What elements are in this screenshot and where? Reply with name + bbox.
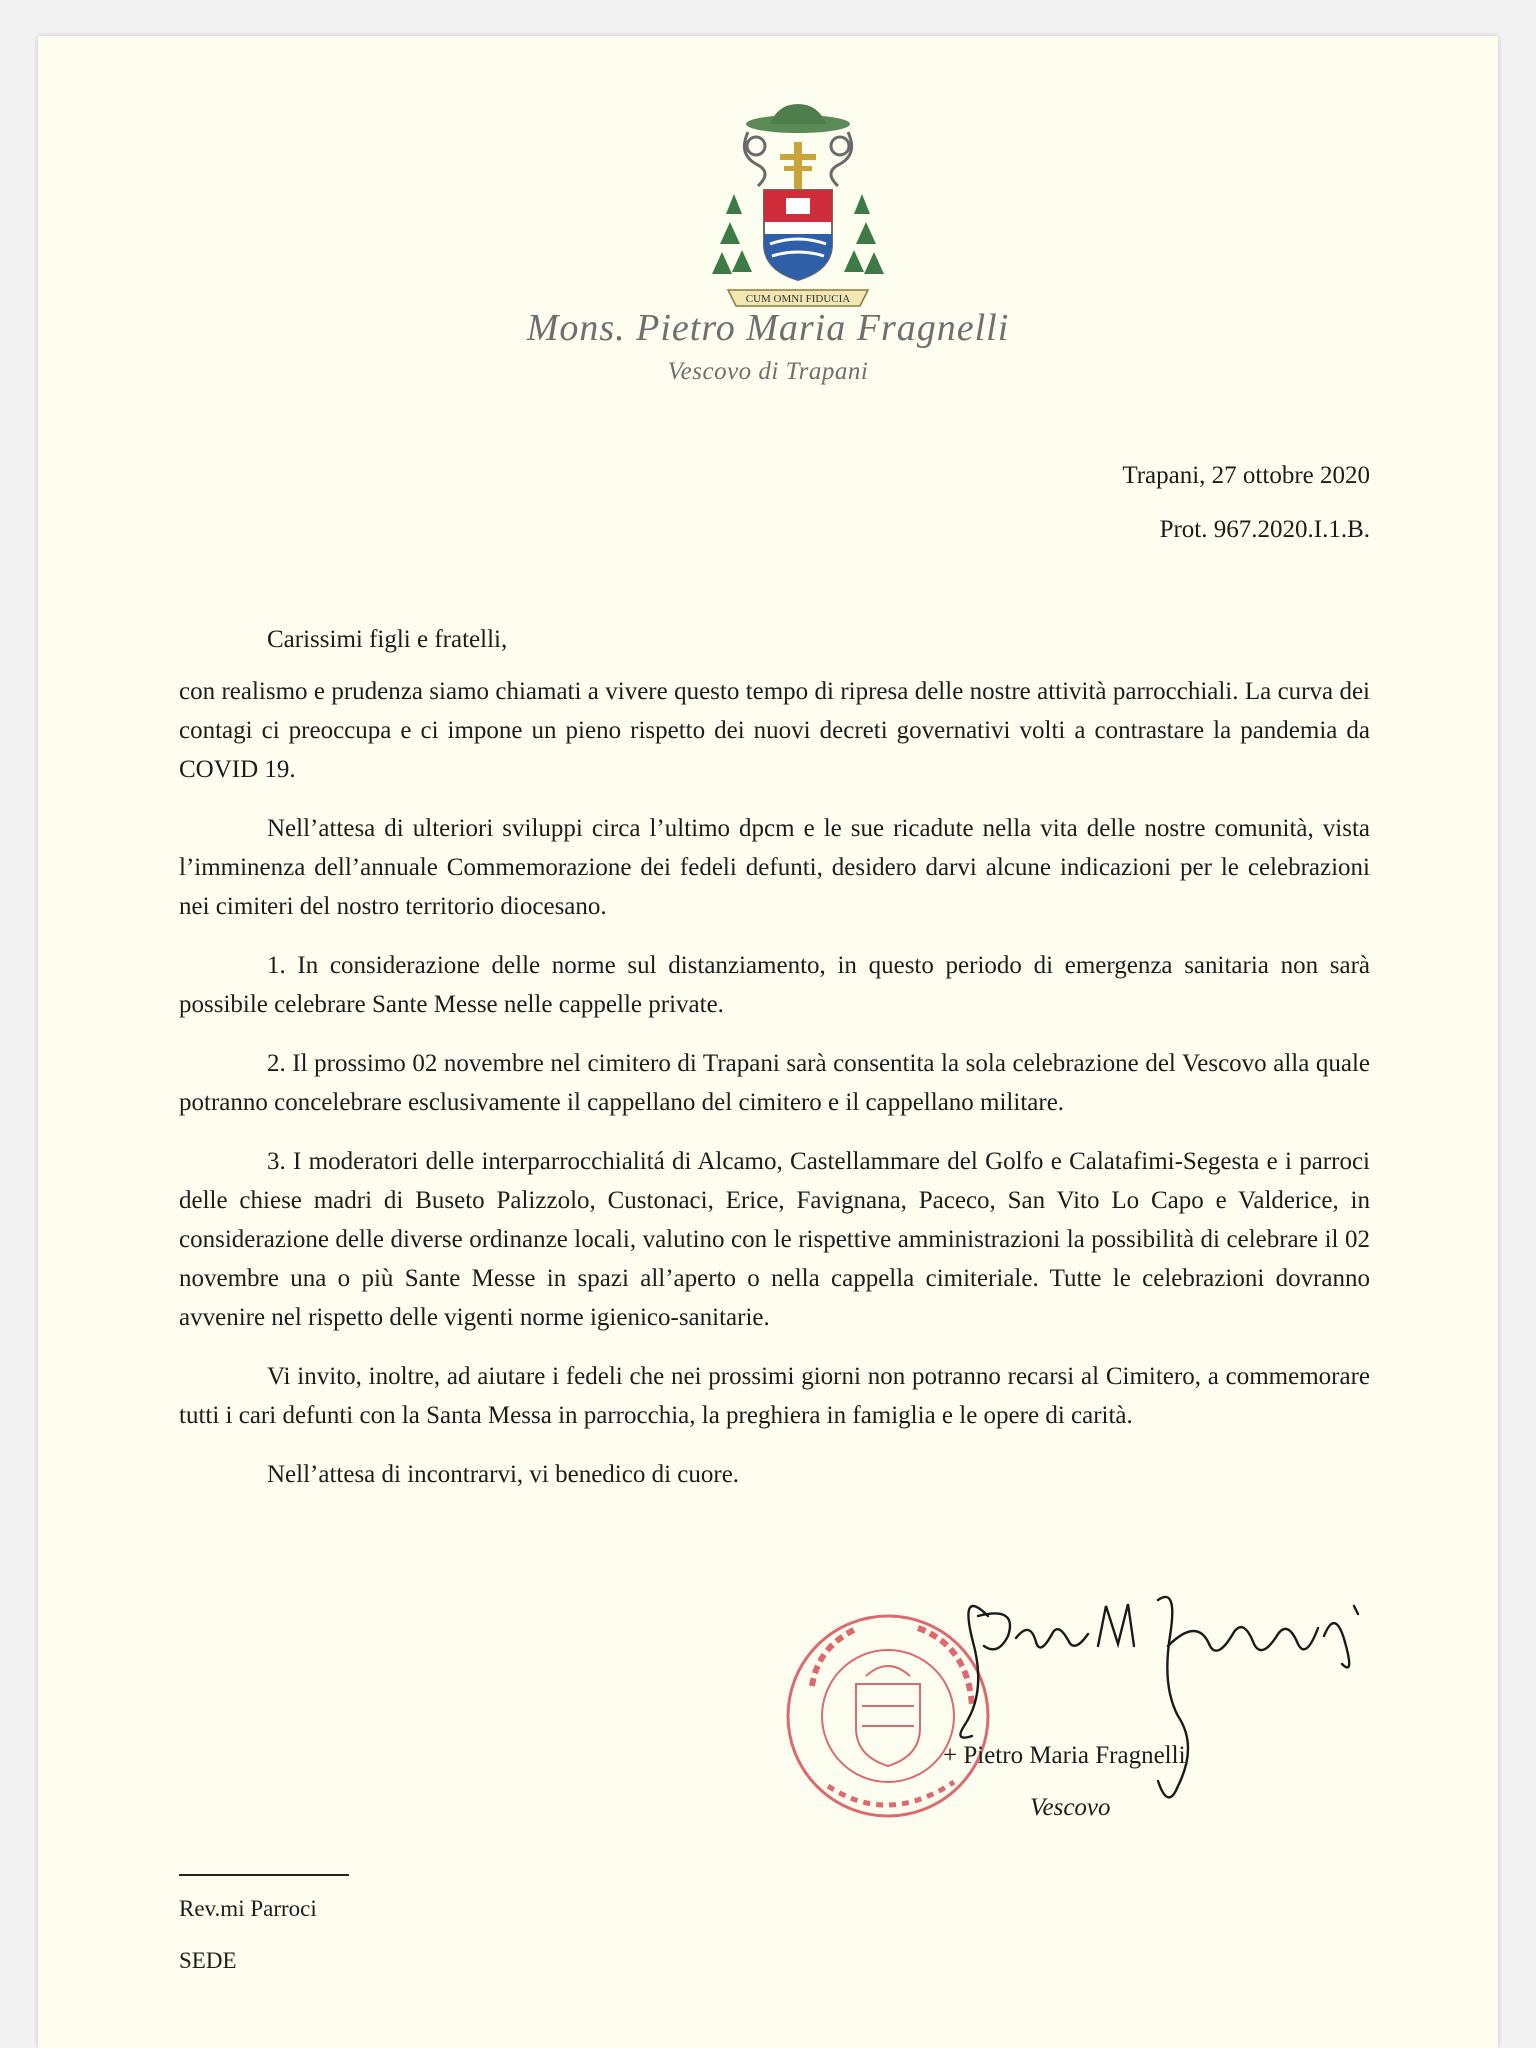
bishop-title-letterhead: Vescovo di Trapani xyxy=(667,358,869,385)
signer-role: Vescovo xyxy=(1030,1794,1111,1821)
signer-name: + Pietro Maria Fragnelli xyxy=(943,1742,1186,1769)
letter-date: Trapani, 27 ottobre 2020 xyxy=(1122,462,1370,489)
body-paragraph: Vi invito, inoltre, ad aiutare i fedeli che nei prossimi giorni non potranno recarsi al Cimitero, a commemorare tutti i cari defunti con la Santa Messa in parrocchia, la preghiera in famiglia e le opere di carità. xyxy=(179,1363,1370,1429)
body-paragraph: Nell’attesa di ulteriori sviluppi circa l’ultimo dpcm e le sue ricadute nella vita delle nostre comunità, vista l’imminenza dell’annuale Commemorazione dei fedeli defunti, desidero darvi alcune indicazioni per le celebrazioni nei cimiteri del nostro territorio diocesano. xyxy=(179,815,1370,920)
episcopal-coat-of-arms xyxy=(698,94,898,312)
body-paragraph: con realismo e prudenza siamo chiamati a vivere questo tempo di ripresa delle nostre attività parrocchiali. La curva dei contagi ci preoccupa e ci impone un pieno rispetto dei nuovi decreti governativi volti a contrastare la pandemia da COVID 19. xyxy=(179,678,1370,783)
recipient-place: SEDE xyxy=(179,1948,237,1973)
episcopal-stamp xyxy=(788,1616,988,1816)
recipient-divider xyxy=(179,1874,349,1876)
recipient-line: Rev.mi Parroci xyxy=(179,1896,317,1921)
letter-page xyxy=(38,36,1498,2048)
letter-body xyxy=(179,672,1370,1514)
body-paragraph: 1. In considerazione delle norme sul distanziamento, in questo periodo di emergenza sanitaria non sarà possibile celebrare Sante Messe nelle cappelle private. xyxy=(179,952,1370,1018)
bishop-name-letterhead: Mons. Pietro Maria Fragnelli xyxy=(526,307,1010,349)
closing-blessing: Nell’attesa di incontrarvi, vi benedico di cuore. xyxy=(267,1461,740,1488)
protocol-number: Prot. 967.2020.I.1.B. xyxy=(1159,516,1370,543)
salutation: Carissimi figli e fratelli, xyxy=(267,626,508,653)
body-paragraph: 3. I moderatori delle interparrocchialitá di Alcamo, Castellammare del Golfo e Calatafimi-Segesta e i parroci delle chiese madri di Buseto Palizzolo, Custonaci, Erice, Favignana, Paceco, San Vito Lo Capo e Valderice, in considerazione delle diverse ordinanze locali, valutino con le rispettive amministrazioni la possibilità di celebrare il 02 novembre una o più Sante Messe in spazi all’aperto o nella cappella cimiteriale. Tutte le celebrazioni dovranno avvenire nel rispetto delle vigenti norme igienico-sanitarie. xyxy=(179,1148,1370,1331)
body-paragraph: 2. Il prossimo 02 novembre nel cimitero di Trapani sarà consentita la sola celebrazione del Vescovo alla quale potranno concelebrare esclusivamente il cappellano del cimitero e il cappellano militare. xyxy=(179,1050,1370,1116)
crest-motto: CUM OMNI FIDUCIA xyxy=(745,293,851,305)
